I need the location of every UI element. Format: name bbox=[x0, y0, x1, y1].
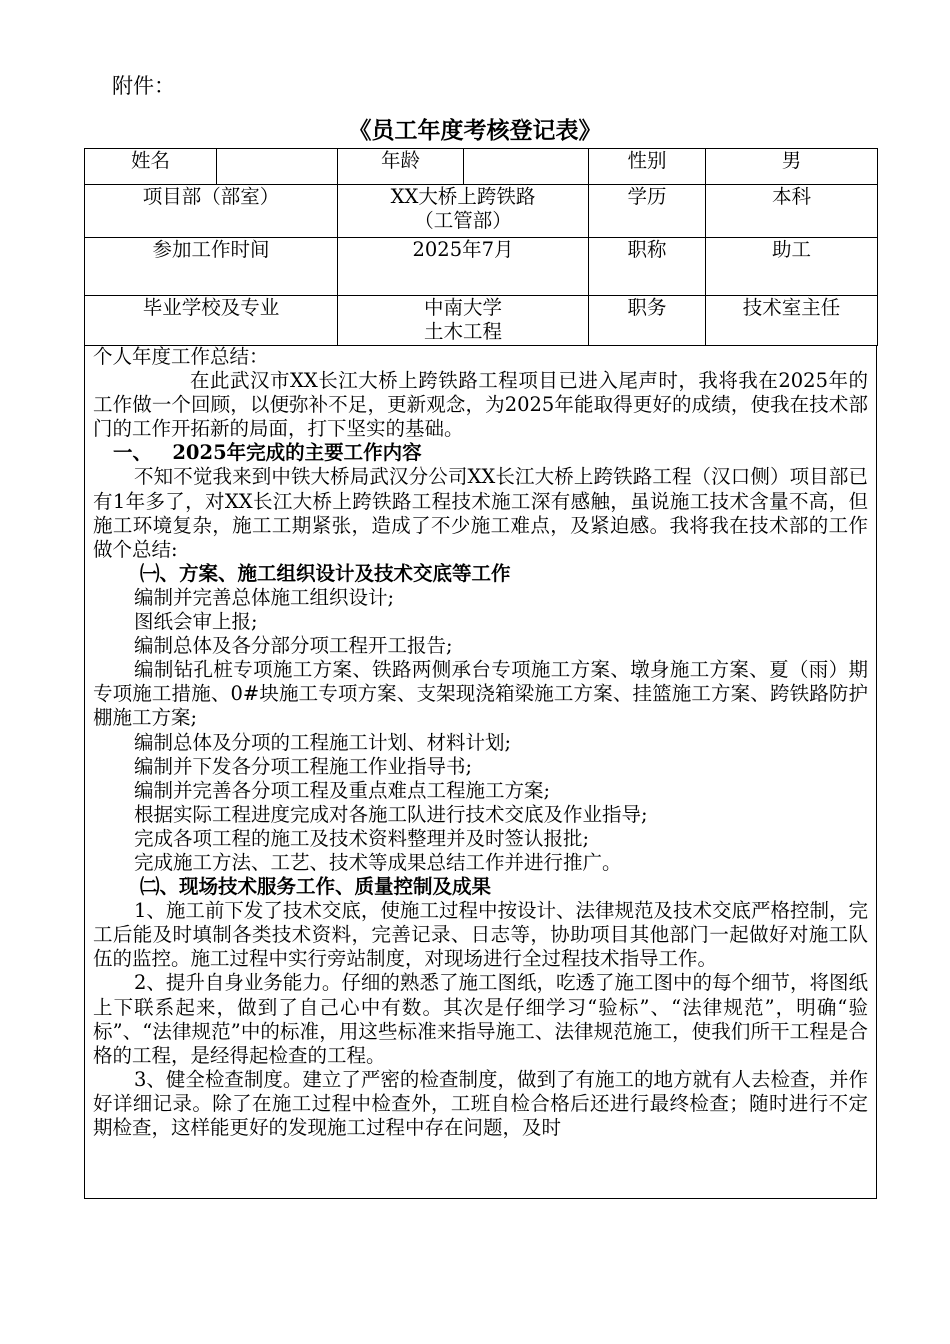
sub1-item: 图纸会审上报; bbox=[134, 610, 258, 634]
position-value: 技术室主任 bbox=[706, 296, 878, 346]
title-label: 职称 bbox=[589, 238, 706, 296]
title-value: 助工 bbox=[706, 238, 878, 296]
sub1-item: 编制并完善总体施工组织设计; bbox=[134, 585, 395, 609]
sub1-item: 编制总体及分项的工程施工计划、材料计划; bbox=[134, 730, 512, 754]
school-value bbox=[338, 296, 589, 346]
school-value-line1: 中南大学 bbox=[423, 296, 502, 319]
sub1-item: 编制并完善各分项工程及重点难点工程施工方案; bbox=[134, 778, 551, 802]
position-label: 职务 bbox=[589, 296, 706, 346]
sub1-item: 编制总体及各分部分项工程开工报告; bbox=[134, 634, 453, 658]
age-value bbox=[464, 149, 589, 185]
gender-value: 男 bbox=[706, 149, 878, 185]
edu-label: 学历 bbox=[589, 185, 706, 238]
sub1-title: ㈠、方案、施工组织设计及技术交底等工作 bbox=[140, 561, 511, 585]
edu-value: 本科 bbox=[706, 185, 878, 238]
sub1-item: 编制并下发各分项工程施工作业指导书; bbox=[134, 754, 473, 778]
sub2-title: ㈡、现场技术服务工作、质量控制及成果 bbox=[140, 875, 492, 899]
dept-value-line1: XX大桥上跨铁路 bbox=[390, 185, 536, 208]
info-table bbox=[84, 148, 878, 346]
sub1-item: 完成各项工程的施工及技术资料整理并及时签认报批; bbox=[134, 826, 590, 850]
work-summary bbox=[84, 345, 877, 1199]
sub1-item: 根据实际工程进度完成对各施工队进行技术交底及作业指导; bbox=[134, 802, 648, 826]
sub2-paragraph: 3、健全检查制度。建立了严密的检查制度，做到了有施工的地方就有人去检查，并作好详细记录。除了在施工过程中检查外，工班自检合格后还进行最终检查；随时进行不定期检查，这样能更好的发现施工过程中存在问题，及时 bbox=[93, 1067, 868, 1139]
age-label: 年龄 bbox=[338, 149, 464, 185]
sub2-paragraph: 2、提升自身业务能力。仔细的熟悉了施工图纸，吃透了施工图中的每个细节，将图纸上下联系起来，做到了自己心中有数。其次是仔细学习“验标”、“法律规范”，明确“验标”、“法律规范”中的标准，用这些标准来指导施工、法律规范施工，使我们所干工程是合格的工程，是经得起检查的工程。 bbox=[93, 971, 868, 1067]
name-value bbox=[217, 149, 338, 185]
section1-title: 一、 2025年完成的主要工作内容 bbox=[113, 441, 422, 465]
sub1-item: 完成施工方法、工艺、技术等成果总结工作并进行推广。 bbox=[134, 850, 622, 874]
sub1-item: 编制钻孔桩专项施工方案、铁路两侧承台专项施工方案、墩身施工方案、夏（雨）期专项施工措施、0#块施工专项方案、支架现浇箱梁施工方案、挂篮施工方案、跨铁路防护棚施工方案; bbox=[93, 658, 868, 730]
summary-heading: 个人年度工作总结： bbox=[93, 345, 269, 368]
school-value-line2: 土木工程 bbox=[423, 320, 502, 343]
start-label: 参加工作时间 bbox=[85, 238, 338, 296]
summary-intro: 在此武汉市XX长江大桥上跨铁路工程项目已进入尾声时，我将我在2025年的工作做一个回顾，以便弥补不足，更新观念，为2025年能取得更好的成绩，使我在技术部门的工作开拓新的局面，打下坚实的基础。 bbox=[93, 369, 868, 441]
section1-paragraph: 不知不觉我来到中铁大桥局武汉分公司XX长江大桥上跨铁路工程（汉口侧）项目部已有1年多了，对XX长江大桥上跨铁路工程技术施工深有感触，虽说施工技术含量不高，但施工环境复杂，施工工期紧张，造成了不少施工难点，及紧迫感。我将我在技术部的工作做个总结: bbox=[93, 465, 868, 561]
start-value: 2025年7月 bbox=[338, 238, 589, 296]
dept-label: 项目部（部室） bbox=[85, 185, 338, 238]
dept-value bbox=[338, 185, 589, 238]
dept-value-line2: （工管部） bbox=[414, 209, 512, 232]
gender-label: 性别 bbox=[589, 149, 706, 185]
name-label: 姓名 bbox=[85, 149, 217, 185]
attachment-label: 附件： bbox=[112, 74, 175, 98]
page-title: 《员工年度考核登记表》 bbox=[348, 117, 602, 144]
sub2-paragraph: 1、施工前下发了技术交底，使施工过程中按设计、法律规范及技术交底严格控制，完工后能及时填制各类技术资料，完善记录、日志等，协助项目其他部门一起做好对施工队伍的监控。施工过程中实行旁站制度，对现场进行全过程技术指导工作。 bbox=[93, 899, 868, 971]
school-label: 毕业学校及专业 bbox=[85, 296, 338, 346]
